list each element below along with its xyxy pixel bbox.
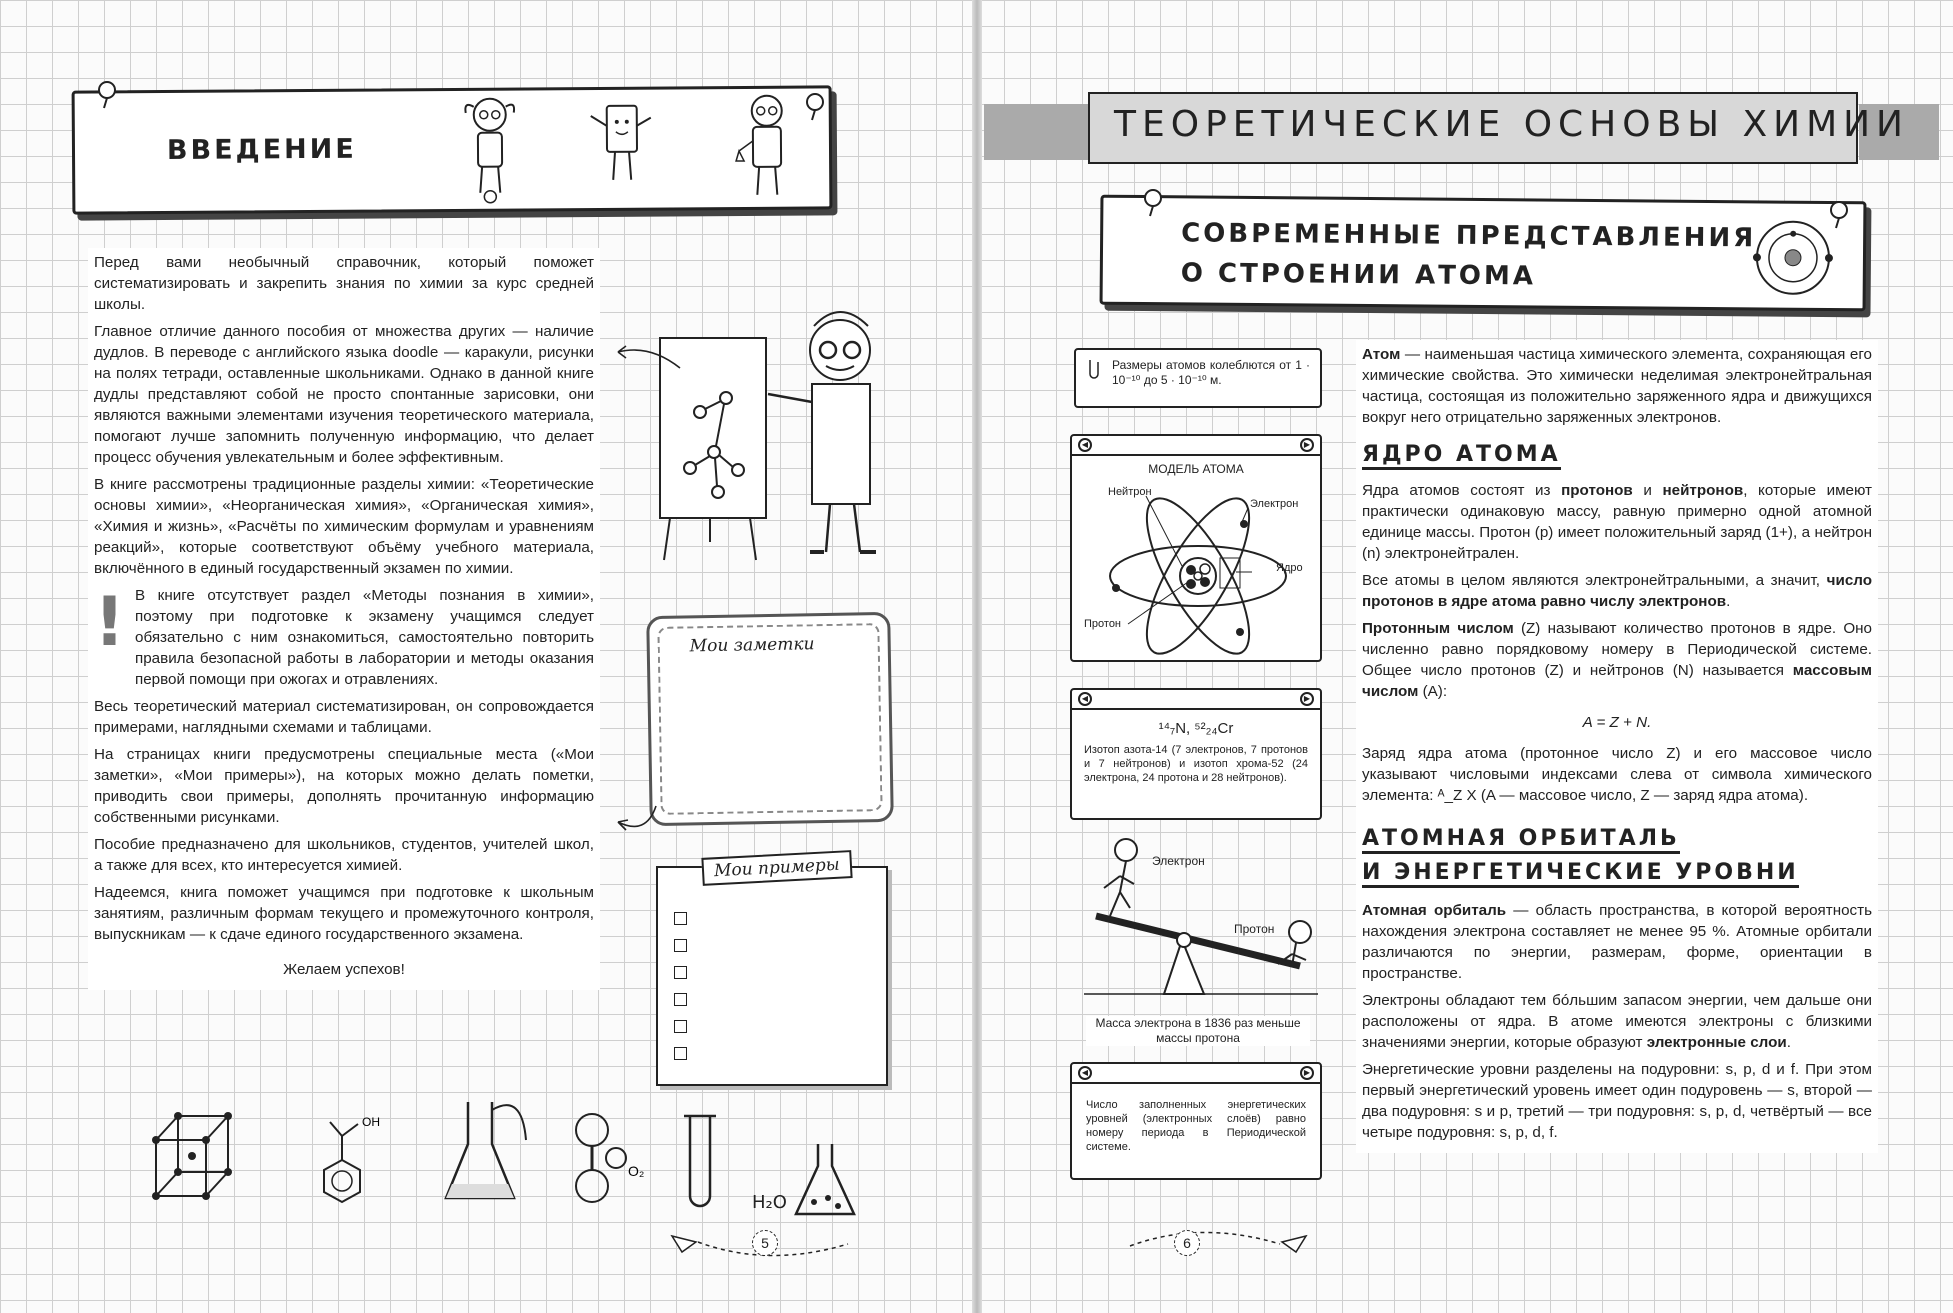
checkbox-list (674, 912, 687, 1074)
label-nucleus: Ядро (1276, 562, 1303, 574)
book-gutter (972, 0, 982, 1313)
h2o-label: H₂O (752, 1192, 787, 1213)
chapter-ribbon (984, 100, 1939, 164)
section-title-line2: О СТРОЕНИИ АТОМА (1180, 258, 1537, 292)
levels-note-text: Число заполненных энергетических уровней (электронных слоёв) равно номеру периода в Периодической системе. (1086, 1099, 1306, 1153)
pin-icon (1138, 188, 1168, 218)
atom-definition: — наименьшая частица химического элемента, сохраняющая его химические свойства. Это химически неделимая электронейтральная частица, состоящая из положительно заряженного ядра и движущихся вокруг него отрицательно заряженных электронов. (1362, 346, 1872, 426)
checkbox[interactable] (674, 1047, 687, 1060)
prev-icon: ◀ (1078, 438, 1092, 452)
intro-paragraph: Главное отличие данного пособия от множества других — наличие дудлов. В переводе с английского языка doodle — каракули, рисунки на полях тетради, оставленные школьниками. Однако в данной книге дудлы представляют собой не просто спонтанные зарисовки, они являются важными элементами изучения теоретического материала, помогают лучше запомнить полученную информацию, что делает процесс обучения увлекательным и более эффективным. (94, 323, 594, 466)
checkbox[interactable] (674, 966, 687, 979)
atom-orbit-icon (1753, 217, 1834, 298)
nucleus-text: Все атомы в целом являются электронейтральными, а значит, (1362, 572, 1827, 589)
oxygen-molecule-icon (572, 1110, 662, 1220)
test-tube-icon (680, 1110, 720, 1220)
page-number: 6 (1174, 1230, 1200, 1256)
seesaw-proton-label: Протон (1234, 922, 1275, 936)
prev-icon: ◀ (1078, 692, 1092, 706)
section-banner (1100, 195, 1867, 312)
o2-label: O₂ (628, 1163, 645, 1179)
term-orbital: Атомная орбиталь (1362, 902, 1507, 919)
doodle-scientist-icon (735, 91, 806, 201)
prev-icon: ◀ (1078, 1066, 1092, 1080)
doodle-girl-icon (460, 93, 521, 203)
my-notes-label: Мои заметки (689, 634, 815, 657)
crystal-lattice-icon (150, 1110, 240, 1210)
term-proton-number: Протонным числом (1362, 620, 1514, 637)
intro-paragraph: На страницах книги предусмотрены специальные места («Мои заметки», «Мои примеры»), на которых можно делать пометки, приводить свои примеры, дополнять прочитанную информацию собственными рисунками. (94, 746, 594, 826)
term-mass-number: массовым числом (1362, 662, 1872, 700)
paper-plane-icon (668, 1224, 888, 1258)
my-examples-box[interactable] (656, 854, 888, 1086)
section-title-line1: СОВРЕМЕННЫЕ ПРЕДСТАВЛЕНИЯ (1181, 218, 1757, 254)
seesaw-caption: Масса электрона в 1836 раз меньше массы протона (1086, 1016, 1310, 1046)
benzoic-acid-icon (322, 1116, 392, 1216)
label-neutron: Нейтрон (1108, 486, 1152, 498)
atom-model-box (1070, 434, 1322, 662)
intro-paragraph: Надеемся, книга поможет учащимся при подготовке к школьным занятиям, различным формам текущего и промежуточного контроля, выпускникам — к сдаче единого государственного экзамена. (94, 884, 594, 943)
term-electron-layers: электронные слои (1646, 1034, 1787, 1051)
my-examples-label: Мои примеры (701, 850, 852, 886)
isotopes-box (1070, 688, 1322, 820)
checkbox[interactable] (674, 912, 687, 925)
nucleus-text: (Z) называют количество протонов в ядре. Оно численно равно порядковому номеру в Периодической системе. Общее число протонов (Z) и нейтронов (N) называется (1362, 620, 1872, 679)
doodle-book-icon (585, 100, 656, 195)
my-notes-box[interactable] (646, 612, 894, 826)
intro-text-column (88, 248, 600, 990)
warning-paragraph: В книге отсутствует раздел «Методы познания в химии», поэтому при подготовке к экзамену учащимся следует обязательно с ним ознакомиться, самостоятельно повторить правила безопасной работы в лаборатории и методы оказания первой помощи при ожогах и отравлениях. (135, 587, 594, 688)
next-icon: ▶ (1300, 1066, 1314, 1080)
isotope-formula: ¹⁴₇N, ⁵²₂₄Cr (1158, 720, 1234, 737)
nucleus-charge-text: Заряд ядра атома (протонное число Z) и его массовое число указывают числовыми индексами слева от символа химического элемента: ᴬ_Z X (A — массовое число, Z — заряд ядра атома). (1362, 745, 1872, 804)
key-statement: число протонов в ядре атома равно числу электронов (1362, 572, 1872, 610)
theory-text-column (1356, 340, 1878, 1153)
pin-icon (92, 80, 122, 110)
paper-plane-icon (1100, 1228, 1320, 1262)
intro-paragraph: Пособие предназначено для школьников, студентов, учителей школ, а также для всех, кто интересуется химией. (94, 836, 594, 874)
next-icon: ▶ (1300, 438, 1314, 452)
arrow-icon (612, 342, 682, 372)
orbital-text: — область пространства, в которой вероятность нахождения электрона составляет не менее 95 %. Атомные орбитали различаются по энергии, размерам, форме, ориентации в пространстве. (1362, 902, 1872, 982)
heading-orbital-line1: АТОМНАЯ ОРБИТАЛЬ (1362, 828, 1680, 854)
orbital-text: . (1786, 1034, 1791, 1051)
nucleus-text: , которые имеют практически одинаковую массу, равную примерно одной атомной единице массы. Протон (p) имеет положительный заряд (1+), а нейтрон (n) электронейтрален. (1362, 482, 1872, 562)
isotope-text: Изотоп азота-14 (7 электронов, 7 протонов и 7 нейтронов) и изотоп хрома-52 (24 электрона, 24 протона и 28 нейтронов). (1084, 744, 1308, 784)
flask-icon (438, 1090, 528, 1210)
oh-label: OH (362, 1115, 380, 1129)
atom-size-note (1074, 348, 1322, 408)
professor-doodle-icon (650, 302, 910, 562)
orbital-text: Электроны обладают тем бóльшим запасом энергии, чем дальше они расположены от ядра. В атоме имеются электроны с близкими значениями энергии, которые образуют (1362, 992, 1872, 1051)
nucleus-text: (A): (1418, 683, 1448, 700)
checkbox[interactable] (674, 1020, 687, 1033)
label-electron: Электрон (1250, 498, 1299, 510)
label-proton: Протон (1084, 618, 1122, 630)
arrow-icon (612, 804, 662, 844)
atom-model-title: МОДЕЛЬ АТОМА (1148, 462, 1244, 476)
term-protons: протонов (1561, 482, 1633, 499)
seesaw-electron-label: Электрон (1152, 854, 1205, 868)
pin-icon (1824, 200, 1854, 230)
term-atom: Атом (1362, 346, 1401, 363)
closing-line: Желаем успехов! (283, 961, 405, 978)
intro-title: ВВЕДЕНИЕ (166, 133, 357, 166)
heading-orbital-line2: И ЭНЕРГЕТИЧЕСКИЕ УРОВНИ (1362, 862, 1799, 888)
next-icon: ▶ (1300, 692, 1314, 706)
nucleus-text: . (1726, 593, 1731, 610)
sublevels-text: Энергетические уровни разделены на подуровни: s, p, d и f. При этом первый энергетический уровень имеет один подуровень — s, второй — два подуровня: s и p, третий — три подуровня: s, p, d, четвёртый — все четыре подуровня: s, p, d, f. (1362, 1061, 1872, 1141)
chapter-title: ТЕОРЕТИЧЕСКИЕ ОСНОВЫ ХИМИИ (1114, 104, 1909, 145)
page-number: 5 (752, 1230, 778, 1256)
nucleus-text: Ядра атомов состоят из (1362, 482, 1562, 499)
pin-icon (800, 92, 830, 122)
checkbox[interactable] (674, 993, 687, 1006)
intro-paragraph: Перед вами необычный справочник, который поможет систематизировать и закрепить знания по химии за курс средней школы. (94, 254, 594, 313)
mass-formula: A = Z + N. (1582, 714, 1652, 731)
atom-size-text: Размеры атомов колеблются от 1 · 10⁻¹⁰ до 5 · 10⁻¹⁰ м. (1112, 358, 1310, 387)
levels-note-box (1070, 1062, 1322, 1180)
exclamation-icon: ! (94, 583, 126, 662)
heading-nucleus: ЯДРО АТОМА (1362, 444, 1561, 470)
intro-paragraph: Весь теоретический материал систематизирован, он сопровождается примерами, наглядными схемами и таблицами. (94, 698, 594, 736)
intro-banner (72, 85, 833, 214)
intro-paragraph: В книге рассмотрены традиционные разделы химии: «Теоретические основы химии», «Неорганическая химия», «Органическая химия», «Химия и жизнь», «Расчёты по химическим формулам и уравнениям реакций», которые соответствуют объёму учебного материала, включённого в единый государственный экзамен по химии. (94, 476, 594, 577)
term-neutrons: нейтронов (1662, 482, 1744, 499)
nucleus-text: и (1632, 482, 1663, 499)
erlenmeyer-icon (792, 1140, 862, 1220)
checkbox[interactable] (674, 939, 687, 952)
clip-icon (1084, 358, 1104, 380)
